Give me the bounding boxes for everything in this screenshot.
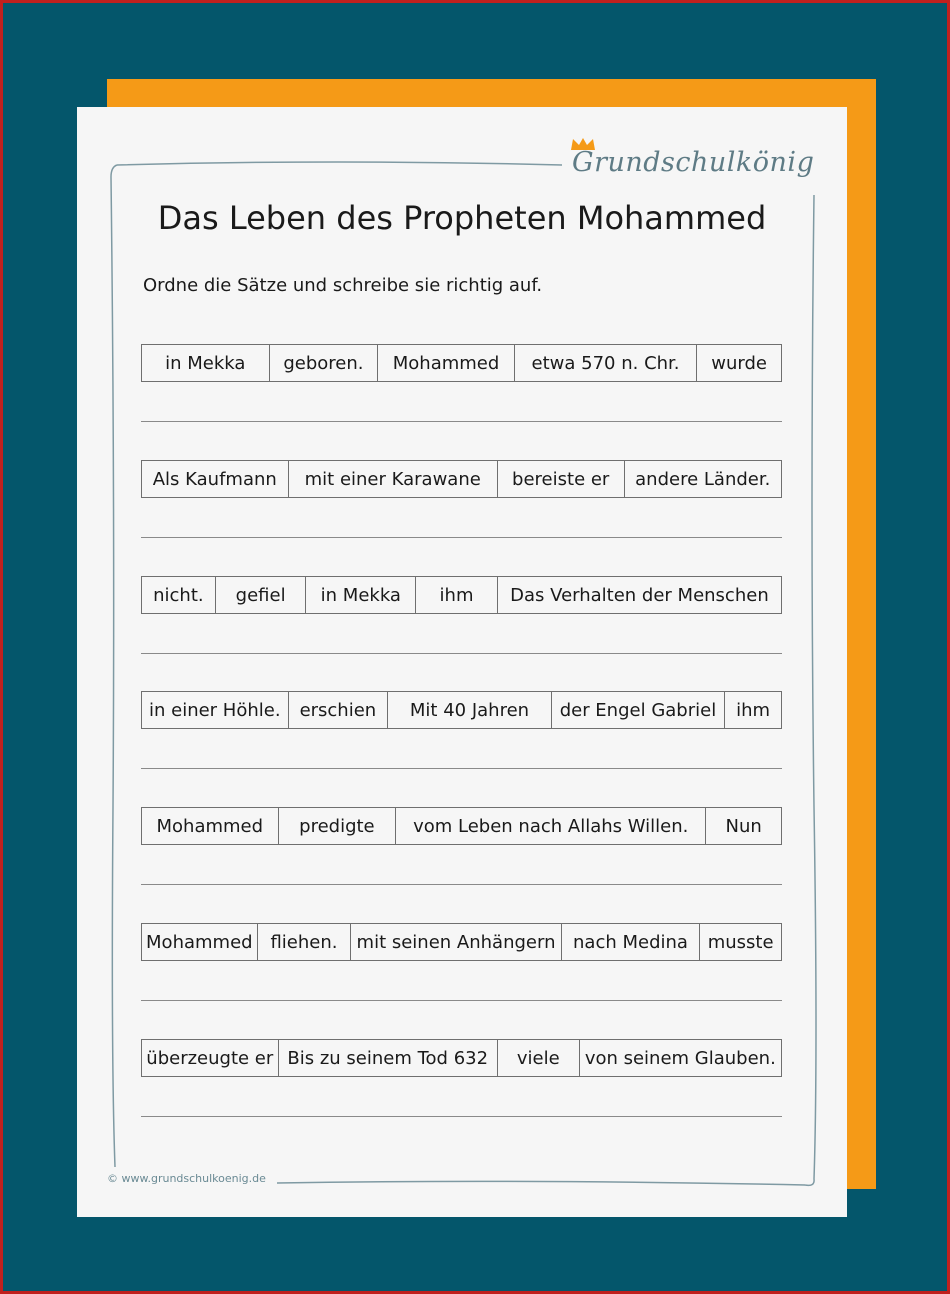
word-card[interactable]: Als Kaufmann bbox=[142, 461, 289, 497]
word-card[interactable]: nicht. bbox=[142, 577, 216, 613]
writing-line[interactable] bbox=[141, 884, 782, 885]
word-card[interactable]: Mohammed bbox=[142, 808, 279, 844]
brand-logo-text: Grundschulkönig bbox=[572, 147, 815, 178]
word-card[interactable]: der Engel Gabriel bbox=[552, 692, 725, 728]
word-card[interactable]: Bis zu seinem Tod 632 bbox=[279, 1040, 498, 1076]
word-card[interactable]: Nun bbox=[725, 815, 762, 837]
page-title: Das Leben des Propheten Mohammed bbox=[157, 199, 767, 237]
word-card[interactable]: wurde bbox=[711, 352, 767, 374]
word-strip bbox=[141, 923, 782, 961]
copyright-footer[interactable]: © www.grundschulkoenig.de bbox=[107, 1172, 266, 1185]
word-card[interactable]: fliehen. bbox=[258, 924, 352, 960]
worksheet-page bbox=[77, 107, 847, 1217]
word-card[interactable]: mit einer Karawane bbox=[289, 461, 498, 497]
sentence-row-3 bbox=[141, 576, 782, 614]
sentence-row-7 bbox=[141, 1039, 782, 1077]
word-card[interactable]: Das Verhalten der Menschen bbox=[510, 584, 769, 606]
word-card[interactable]: viele bbox=[498, 1040, 580, 1076]
word-strip bbox=[141, 344, 782, 382]
word-card[interactable]: in einer Höhle. bbox=[142, 692, 289, 728]
word-card[interactable]: ihm bbox=[736, 699, 771, 721]
word-card[interactable]: Mohammed bbox=[142, 924, 258, 960]
word-strip bbox=[141, 691, 782, 729]
writing-line[interactable] bbox=[141, 1000, 782, 1001]
word-card[interactable]: gefiel bbox=[216, 577, 307, 613]
word-card[interactable]: predigte bbox=[279, 808, 397, 844]
sentence-row-5 bbox=[141, 807, 782, 845]
word-card[interactable]: Mohammed bbox=[378, 345, 515, 381]
word-card[interactable]: andere Länder. bbox=[635, 468, 771, 490]
writing-line[interactable] bbox=[141, 421, 782, 422]
instruction-text: Ordne die Sätze und schreibe sie richtig auf. bbox=[143, 275, 543, 296]
word-card[interactable]: überzeugte er bbox=[142, 1040, 279, 1076]
word-card[interactable]: ihm bbox=[416, 577, 498, 613]
word-card[interactable]: mit seinen Anhängern bbox=[351, 924, 561, 960]
writing-line[interactable] bbox=[141, 1116, 782, 1117]
word-card[interactable]: erschien bbox=[289, 692, 389, 728]
word-strip bbox=[141, 807, 782, 845]
word-card[interactable]: musste bbox=[707, 931, 774, 953]
sentence-row-6 bbox=[141, 923, 782, 961]
writing-line[interactable] bbox=[141, 768, 782, 769]
word-strip bbox=[141, 1039, 782, 1077]
word-strip bbox=[141, 460, 782, 498]
word-card[interactable]: in Mekka bbox=[142, 345, 270, 381]
sentence-row-1 bbox=[141, 344, 782, 382]
word-card[interactable]: in Mekka bbox=[306, 577, 416, 613]
word-card[interactable]: vom Leben nach Allahs Willen. bbox=[396, 808, 706, 844]
writing-line[interactable] bbox=[141, 537, 782, 538]
word-strip bbox=[141, 576, 782, 614]
sentence-row-4 bbox=[141, 691, 782, 729]
word-card[interactable]: bereiste er bbox=[498, 461, 625, 497]
word-card[interactable]: etwa 570 n. Chr. bbox=[515, 345, 697, 381]
sentence-row-2 bbox=[141, 460, 782, 498]
word-card[interactable]: Mit 40 Jahren bbox=[388, 692, 551, 728]
word-card[interactable]: geboren. bbox=[270, 345, 379, 381]
word-card[interactable]: nach Medina bbox=[562, 924, 701, 960]
word-card[interactable]: von seinem Glauben. bbox=[584, 1047, 776, 1069]
writing-line[interactable] bbox=[141, 653, 782, 654]
